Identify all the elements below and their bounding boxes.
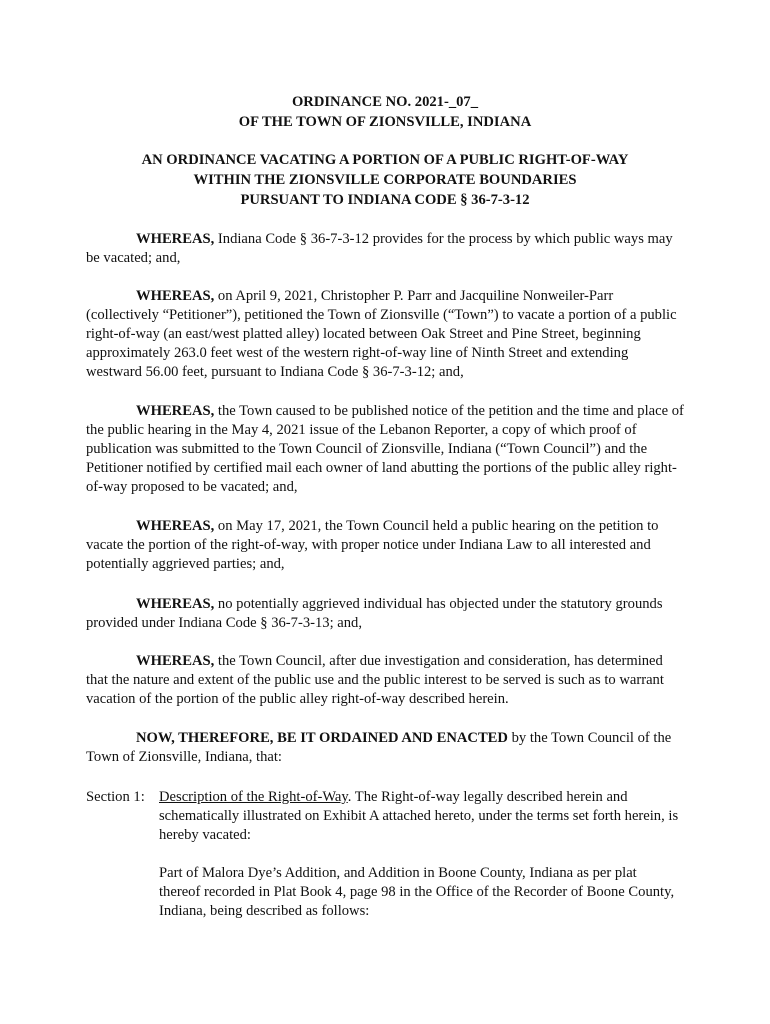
legal-description: Part of Malora Dye’s Addition, and Addition in Boone County, Indiana as per plat thereof recorded in Plat Book 4, page 98 in the Office of the Recorder of Boone County, Indiana, being described as follows: — [159, 865, 675, 919]
whereas-text: on April 9, 2021, Christopher P. Parr and Jacquiline Nonweiler-Parr (collectively “Petitioner”), petitioned the Town of Zionsville (“Town”) to vacate a portion of a public right-of-way (an east/west platted alley) located between Oak Street and Pine Street, beginning approximately 263.0 feet west of the western right-of-way line of Ninth Street and extending westward 56.00 feet, pursuant to Indiana Code § 36-7-3-12; and, — [86, 288, 677, 380]
whereas-label: WHEREAS, — [136, 518, 215, 534]
enactment-clause — [86, 729, 686, 767]
whereas-paragraph-2 — [86, 287, 686, 382]
whereas-paragraph-5 — [86, 595, 686, 633]
section-1-body — [159, 788, 679, 845]
whereas-text: the Town Council, after due investigation and consideration, has determined that the nature and extent of the public use and the public interest to be served is such as to warrant vacation of the portion of the public alley right-of-way described herein. — [86, 653, 664, 707]
ordinance-town: OF THE TOWN OF ZIONSVILLE, INDIANA — [238, 114, 532, 130]
whereas-text: no potentially aggrieved individual has objected under the statutory grounds provided under Indiana Code § 36-7-3-13; and, — [86, 596, 663, 631]
section-1-text: . The Right-of-way legally described herein and schematically illustrated on Exhibit A attached hereto, under the terms set forth herein, is hereby vacated: — [159, 789, 679, 843]
ordinance-title-line-2: WITHIN THE ZIONSVILLE CORPORATE BOUNDARIES — [193, 172, 577, 188]
section-1-heading: Description of the Right-of-Way — [159, 789, 348, 805]
ordinance-title-line-1: AN ORDINANCE VACATING A PORTION OF A PUBLIC RIGHT-OF-WAY — [141, 152, 629, 168]
ordinance-number: ORDINANCE NO. 2021-_07_ — [291, 94, 479, 110]
whereas-paragraph-4 — [86, 517, 686, 574]
whereas-label: WHEREAS, — [136, 596, 215, 612]
whereas-label: WHEREAS, — [136, 403, 215, 419]
whereas-paragraph-6 — [86, 652, 686, 709]
whereas-label: WHEREAS, — [136, 653, 215, 669]
whereas-paragraph-3 — [86, 402, 686, 497]
whereas-paragraph-1 — [86, 230, 686, 268]
section-1-label: Section 1: — [86, 789, 145, 805]
enactment-bold: NOW, THEREFORE, BE IT ORDAINED AND ENACTED — [136, 730, 508, 746]
whereas-text: on May 17, 2021, the Town Council held a public hearing on the petition to vacate the portion of the right-of-way, with proper notice under Indiana Law to all interested and potentially aggrieved parties; and, — [86, 518, 659, 572]
enactment-text: by the Town Council of the Town of Zionsville, Indiana, that: — [86, 730, 672, 765]
ordinance-title-line-3: PURSUANT TO INDIANA CODE § 36-7-3-12 — [240, 192, 530, 208]
whereas-label: WHEREAS, — [136, 231, 215, 247]
whereas-label: WHEREAS, — [136, 288, 215, 304]
whereas-text: the Town caused to be published notice of the petition and the time and place of the public hearing in the May 4, 2021 issue of the Lebanon Reporter, a copy of which proof of publication was submitted to the Town Council of Zionsville, Indiana (“Town Council”) and the Petitioner notified by certified mail each owner of land abutting the portions of the public alley right-of-way proposed to be vacated; and, — [86, 403, 684, 495]
whereas-text: Indiana Code § 36-7-3-12 provides for the process by which public ways may be vacated; and, — [86, 231, 673, 266]
